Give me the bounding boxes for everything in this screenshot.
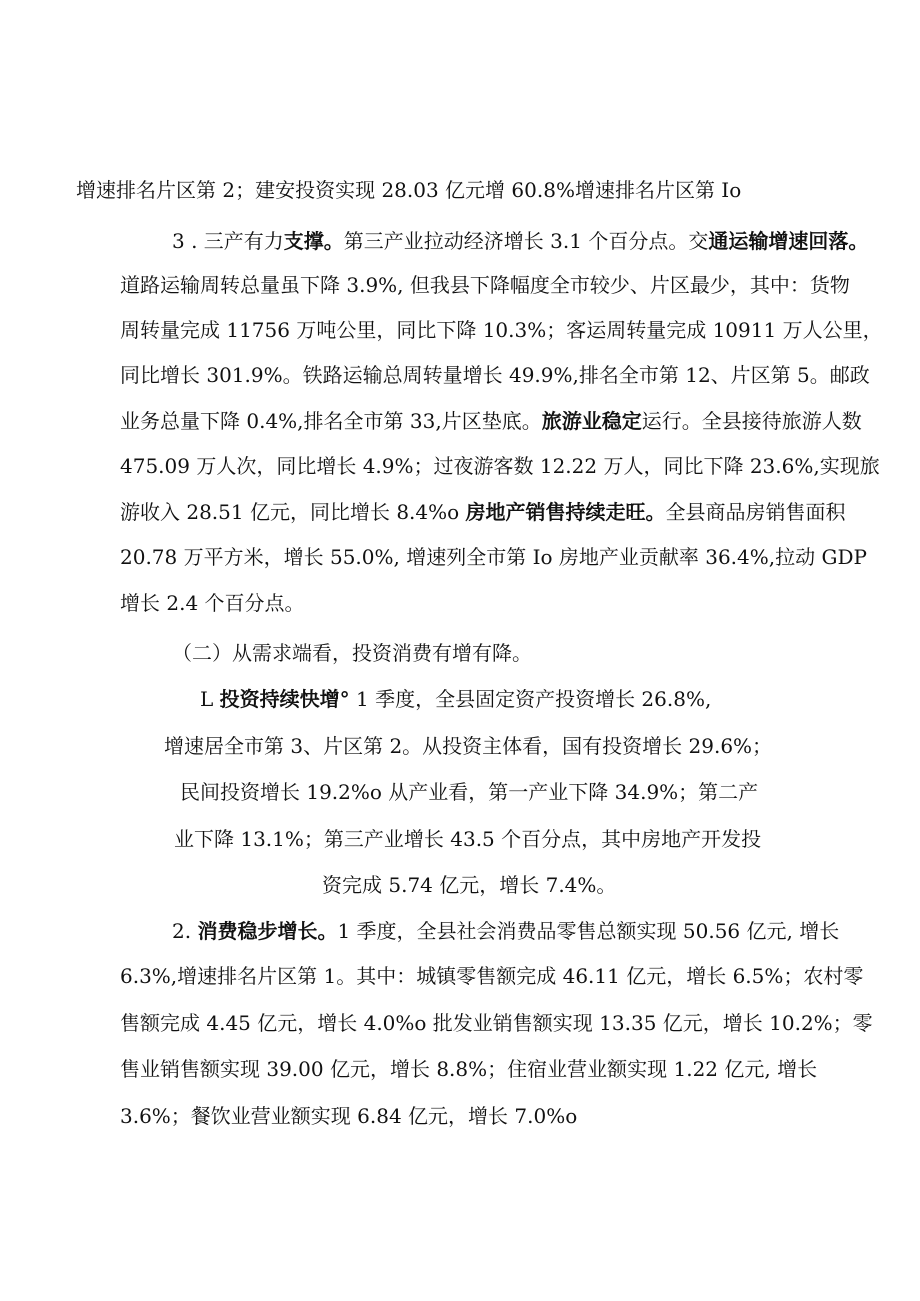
section-heading <box>172 640 532 666</box>
text-span: 1 季度，全县固定资产投资增长 26.8%, <box>349 687 712 711</box>
text-span: 民间投资增长 19.2%o 从产业看，第一产业下降 34.9%；第二产 <box>180 780 759 804</box>
paragraph-line <box>120 544 867 570</box>
text-span: 增长 2.4 个百分点。 <box>120 591 305 615</box>
text-span: 售业销售额实现 39.00 亿元，增长 8.8%；住宿业营业额实现 1.22 亿元, 增长 <box>120 1057 818 1081</box>
text-span: 运行。全县接待旅游人数 <box>641 409 862 433</box>
bold-text-span: 消费稳步增长。 <box>197 919 338 943</box>
text-span: 资完成 5.74 亿元，增长 7.4%。 <box>322 873 617 897</box>
paragraph-line <box>322 872 616 898</box>
text-span: 3.6%；餐饮业营业额实现 6.84 亿元，增长 7.0%o <box>120 1104 578 1128</box>
text-span: 1 季度，全县社会消费品零售总额实现 50.56 亿元, 增长 <box>337 919 840 943</box>
bold-text-span: 房地产销售持续走旺。 <box>465 500 666 524</box>
text-span: （二）从需求端看，投资消费有增有降。 <box>172 641 532 665</box>
paragraph-line <box>120 272 850 298</box>
text-span: 3 . 三产有力 <box>172 229 284 253</box>
paragraph-line <box>120 408 862 434</box>
bold-text-span: 通运输增速回落。 <box>708 229 869 253</box>
paragraph-line <box>120 499 846 525</box>
text-span: 20.78 万平方米，增长 55.0%, 增速列全市第 Io 房地产业贡献率 36.4%,拉动 GDP <box>120 545 867 569</box>
paragraph-line <box>120 1103 577 1129</box>
paragraph-line <box>164 733 772 759</box>
text-span: 周转量完成 11756 万吨公里，同比下降 10.3%；客运周转量完成 10911 万人公里， <box>120 318 883 342</box>
text-span: 游收入 28.51 亿元，同比增长 8.4%o <box>120 500 466 524</box>
paragraph-line <box>120 453 880 479</box>
text-span: 道路运输周转总量虽下降 3.9%, 但我县下降幅度全市较少、片区最少，其中：货物 <box>120 273 850 297</box>
paragraph-line <box>76 177 741 203</box>
text-span: L <box>200 687 220 711</box>
paragraph-line <box>120 362 870 388</box>
bold-text-span: 旅游业稳定 <box>541 409 642 433</box>
paragraph-line <box>180 779 758 805</box>
text-span: 2. <box>172 919 198 943</box>
text-span: 增速排名片区第 2；建安投资实现 28.03 亿元增 60.8%增速排名片区第 Io <box>76 178 742 202</box>
paragraph-line <box>120 317 883 343</box>
paragraph-line <box>172 918 839 944</box>
paragraph-line <box>200 686 711 712</box>
paragraph-line <box>120 1056 817 1082</box>
text-span: 业下降 13.1%；第三产业增长 43.5 个百分点，其中房地产开发投 <box>174 827 762 851</box>
text-span: 全县商品房销售面积 <box>665 500 846 524</box>
text-span: 6.3%,增速排名片区第 1。其中：城镇零售额完成 46.11 亿元，增长 6.5%；农村零 <box>120 964 864 988</box>
text-span: 业务总量下降 0.4%,排名全市第 33,片区垫底。 <box>120 409 542 433</box>
text-span: 475.09 万人次，同比增长 4.9%；过夜游客数 12.22 万人，同比下降 23.6%,实现旅 <box>120 454 880 478</box>
text-span: 增速居全市第 3、片区第 2。从投资主体看，国有投资增长 29.6%； <box>164 734 773 758</box>
paragraph-line <box>172 228 868 254</box>
paragraph-line <box>120 963 863 989</box>
paragraph-line <box>120 1010 873 1036</box>
paragraph-line <box>120 590 305 616</box>
bold-text-span: 投资持续快增° <box>219 687 350 711</box>
text-span: 售额完成 4.45 亿元，增长 4.0%o 批发业销售额实现 13.35 亿元，增长 10.2%；零 <box>120 1011 873 1035</box>
text-span: 同比增长 301.9%。铁路运输总周转量增长 49.9%,排名全市第 12、片区第 5。邮政 <box>120 363 870 387</box>
text-span: 第三产业拉动经济增长 3.1 个百分点。交 <box>343 229 709 253</box>
bold-text-span: 支撑。 <box>283 229 344 253</box>
paragraph-line <box>174 826 761 852</box>
